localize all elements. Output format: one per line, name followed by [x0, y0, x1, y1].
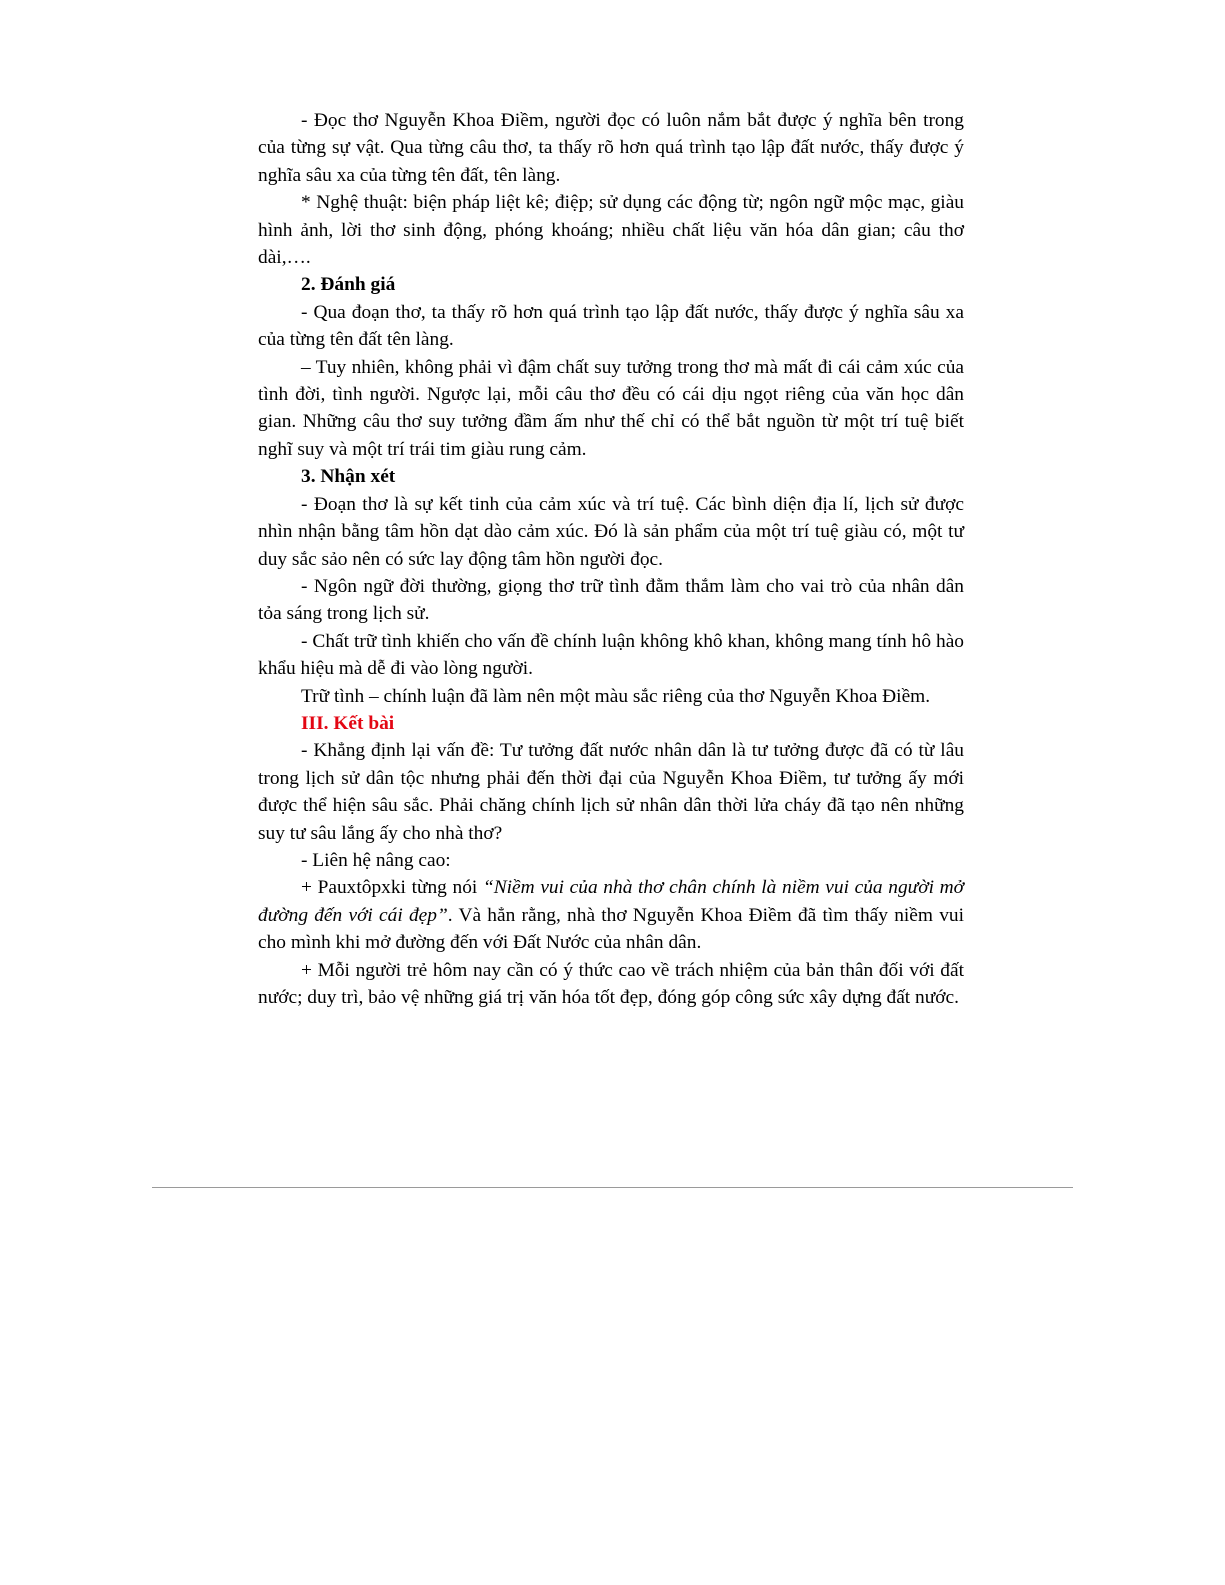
paragraph-comment-2: - Ngôn ngữ đời thường, giọng thơ trữ tình đằm thắm làm cho vai trò của nhân dân tỏa sáng trong lịch sử. [258, 575, 964, 625]
heading-nhan-xet: 3. Nhận xét [301, 466, 396, 488]
paragraph-comment-conclusion: Trữ tình – chính luận đã làm nên một màu sắc riêng của thơ Nguyễn Khoa Điềm. [301, 685, 931, 707]
heading-danh-gia: 2. Đánh giá [301, 274, 396, 296]
paragraph-evaluation-2: – Tuy nhiên, không phải vì đậm chất suy tưởng trong thơ mà mất đi cái cảm xúc của tình đời, tình người. Ngược lại, mỗi câu thơ đều có cái dịu ngọt riêng của văn học dân gian. Những câu thơ suy tưởng đầm ấm như thế chỉ có thể bắt nguồn từ một trí tuệ biết nghĩ suy và một trí trái tim giàu rung cảm. [258, 356, 964, 460]
paragraph-comment-1: - Đoạn thơ là sự kết tinh của cảm xúc và trí tuệ. Các bình diện địa lí, lịch sử được nhìn nhận bằng tâm hồn dạt dào cảm xúc. Đó là sản phẩm của một trí tuệ giàu có, một tư duy sắc sảo nên có sức lay động tâm hồn người đọc. [258, 493, 964, 570]
heading-ket-bai: III. Kết bài [301, 712, 395, 734]
quote-tail-text: . Và hẳn rằng, nhà thơ Nguyễn Khoa Điềm đã tìm thấy niềm vui cho mình khi mở đường đến với Đất Nước của nhân dân. [258, 904, 964, 954]
paragraph-reading-insight: - Đọc thơ Nguyễn Khoa Điềm, người đọc có luôn nắm bắt được ý nghĩa bên trong của từng sự vật. Qua từng câu thơ, ta thấy rõ hơn quá trình tạo lập đất nước, thấy được ý nghĩa sâu xa của từng tên đất, tên làng. [258, 110, 964, 186]
page-separator-line [152, 1187, 1073, 1188]
paragraph-conclusion-1: - Khẳng định lại vấn đề: Tư tưởng đất nước nhân dân là tư tưởng được đã có từ lâu trong lịch sử dân tộc nhưng phải đến thời đại của Nguyễn Khoa Điềm, tư tưởng ấy mới được thể hiện sâu sắc. Phải chăng chính lịch sử nhân dân thời lửa cháy đã tạo nên những suy tư sâu lắng ấy cho nhà thơ? [258, 740, 964, 844]
paustovsky-quote: “Niềm vui của nhà thơ chân chính là niềm vui của người mở đường đến với cái đẹp” [258, 877, 964, 926]
quote-lead-text: + Pauxtôpxki từng nói [301, 877, 483, 899]
paragraph-art-techniques: * Nghệ thuật: biện pháp liệt kê; điệp; sử dụng các động từ; ngôn ngữ mộc mạc, giàu hình ảnh, lời thơ sinh động, phóng khoáng; nhiều chất liệu văn hóa dân gian; câu thơ dài,…. [258, 192, 964, 269]
document-body [258, 107, 964, 1011]
paragraph-conclusion-quote [258, 874, 964, 956]
paragraph-conclusion-youth: + Mỗi người trẻ hôm nay cần có ý thức cao về trách nhiệm của bản thân đối với đất nước; duy trì, bảo vệ những giá trị văn hóa tốt đẹp, đóng góp công sức xây dựng đất nước. [258, 959, 964, 1008]
paragraph-comment-3: - Chất trữ tình khiến cho vấn đề chính luận không khô khan, không mang tính hô hào khẩu hiệu mà dễ đi vào lòng người. [258, 630, 964, 680]
paragraph-evaluation-1: - Qua đoạn thơ, ta thấy rõ hơn quá trình tạo lập đất nước, thấy được ý nghĩa sâu xa của từng tên đất tên làng. [258, 301, 964, 351]
paragraph-conclusion-2: - Liên hệ nâng cao: [301, 849, 451, 871]
